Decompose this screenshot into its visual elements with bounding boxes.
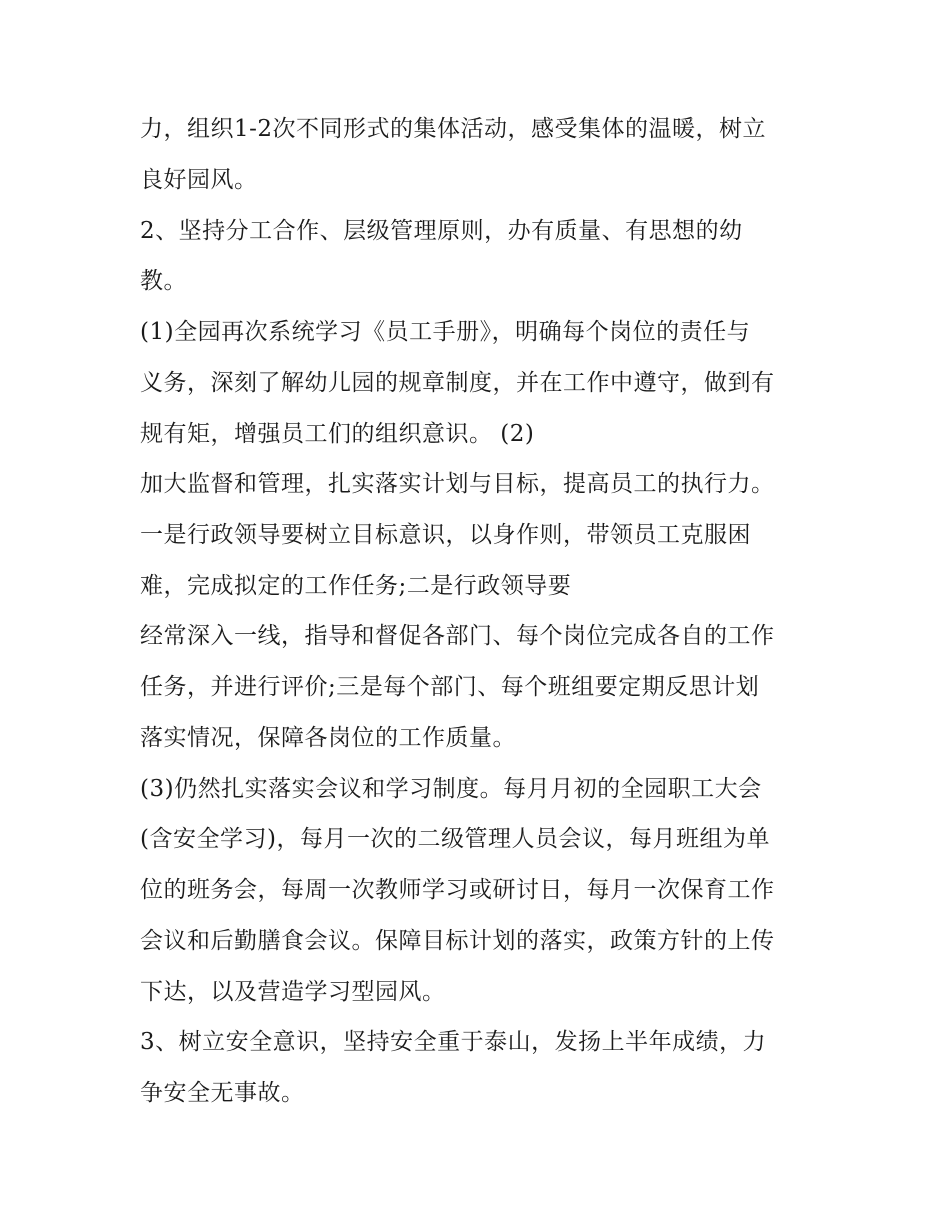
text-line: 经常深入一线，指导和督促各部门、每个岗位完成各自的工作 <box>140 623 775 649</box>
text-line: 加大监督和管理，扎实落实计划与目标，提高员工的执行力。 <box>140 471 775 497</box>
text-line: 规有矩，增强员工们的组织意识。 (2) <box>140 421 535 447</box>
text-line: 落实情况，保障各岗位的工作质量。 <box>140 725 516 751</box>
text-line: 位的班务会，每周一次教师学习或研讨日，每月一次保育工作 <box>140 877 775 903</box>
text-line: 难，完成拟定的工作任务;二是行政领导要 <box>140 573 572 599</box>
text-line: (含安全学习)，每月一次的二级管理人员会议，每月班组为单 <box>140 826 770 852</box>
text-line: 力，组织1-2次不同形式的集体活动，感受集体的温暖，树立 <box>140 116 767 142</box>
text-line: 争安全无事故。 <box>140 1080 305 1106</box>
text-line: (3)仍然扎实落实会议和学习制度。每月月初的全园职工大会 <box>140 776 762 802</box>
text-line: 2、坚持分工合作、层级管理原则，办有质量、有思想的幼 <box>140 218 743 244</box>
text-line: 一是行政领导要树立目标意识，以身作则，带领员工克服困 <box>140 522 751 548</box>
text-line: 任务，并进行评价;三是每个部门、每个班组要定期反思计划 <box>140 674 760 700</box>
text-line: 下达，以及营造学习型园风。 <box>140 979 446 1005</box>
text-line: 教。 <box>140 268 187 294</box>
text-line: 会议和后勤膳食会议。保障目标计划的落实，政策方针的上传 <box>140 928 775 954</box>
text-line: (1)全园再次系统学习《员工手册》，明确每个岗位的责任与 <box>140 319 751 345</box>
text-line: 义务，深刻了解幼儿园的规章制度，并在工作中遵守，做到有 <box>140 370 775 396</box>
text-line: 良好园风。 <box>140 167 258 193</box>
text-line: 3、树立安全意识，坚持安全重于泰山，发扬上半年成绩，力 <box>140 1029 767 1055</box>
